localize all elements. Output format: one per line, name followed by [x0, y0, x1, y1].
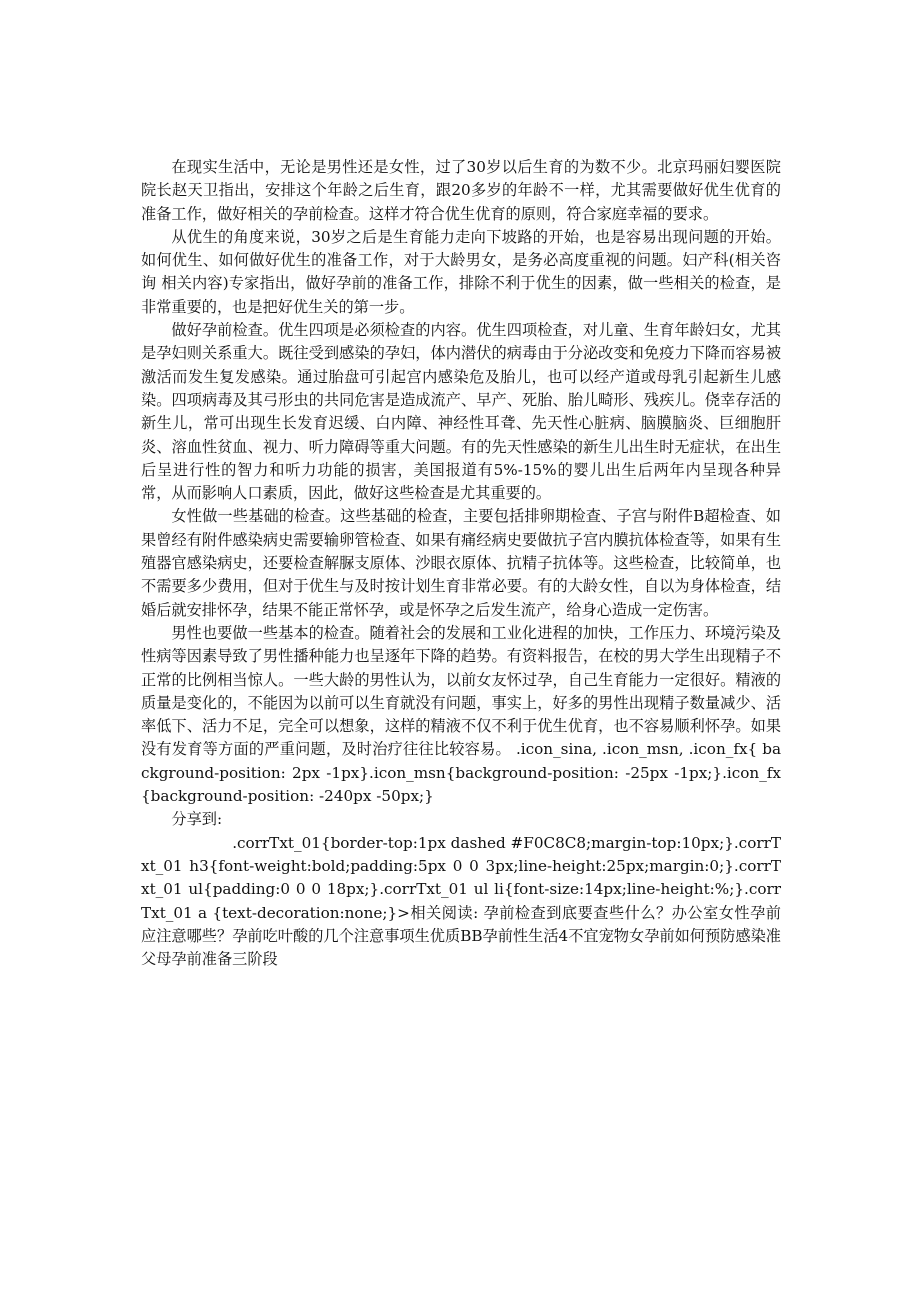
paragraph-age-30: 从优生的角度来说，30岁之后是生育能力走向下坡路的开始，也是容易出现问题的开始。如何优生、如何做好优生的准备工作，对于大龄男女，是务必高度重视的问题。妇产科(相关咨询 相关内容)专家指出，做好孕前的准备工作，排除不利于优生的因素，做一些相关的检查，是非常重要的，也是把好优生关的第一步。 — [141, 227, 781, 316]
related-reading-block: .corrTxt_01{border-top:1px dashed #F0C8C8;margin-top:10px;}.corrTxt_01 h3{font-weight:bold;padding:5px 0 0 3px;line-height:25px;margin:0;}.corrTxt_01 ul{padding:0 0 0 18px;}.corrTxt_01 ul li{font-size:14px;line-height:%;}.corrTxt_01 a {text-decoration:none;}>相关阅读: 孕前检查到底要查些什么？办公室女性孕前应注意哪些？孕前吃叶酸的几个注意事项生优质BB孕前性生活4不宜宠物女孕前如何预防感染准父母孕前准备三阶段 — [141, 833, 781, 969]
paragraph-female-check: 女性做一些基础的检查。这些基础的检查，主要包括排卵期检查、子宫与附件B超检查、如果曾经有附件感染病史需要输卵管检查、如果有痛经病史要做抗子宫内膜抗体检查等，如果有生殖器官感染病史，还要检查解脲支原体、沙眼衣原体、抗精子抗体等。这些检查，比较简单，也不需要多少费用，但对于优生与及时按计划生育非常必要。有的大龄女性，自以为身体检查，结婚后就安排怀孕，结果不能正常怀孕，或是怀孕之后发生流产，给身心造成一定伤害。 — [141, 507, 781, 619]
document-body — [141, 156, 781, 971]
paragraph-male-check: 男性也要做一些基本的检查。随着社会的发展和工业化进程的加快，工作压力、环境污染及性病等因素导致了男性播种能力也呈逐年下降的趋势。有资料报告，在校的男大学生出现精子不正常的比例相当惊人。一些大龄的男性认为，以前女友怀过孕，自己生育能力一定很好。精液的质量是变化的，不能因为以前可以生育就没有问题，事实上，好多的男性出现精子数量减少、活率低下、活力不足，完全可以想象，这样的精液不仅不利于优生优育，也不容易顺利怀孕。如果没有发育等方面的严重问题，及时治疗往往比较容易。 .icon_sina, .icon_msn, .icon_fx{ background-position: 2px -1px}.icon_msn{background-position: -25px -1px;}.icon_fx {background-position: -240px -50px;} — [141, 623, 781, 806]
paragraph-intro: 在现实生活中，无论是男性还是女性，过了30岁以后生育的为数不少。北京玛丽妇婴医院院长赵天卫指出，安排这个年龄之后生育，跟20多岁的年龄不一样，尤其需要做好优生优育的准备工作，做好相关的孕前检查。这样才符合优生优育的原则，符合家庭幸福的要求。 — [141, 158, 781, 223]
share-label: 分享到: — [171, 810, 223, 829]
paragraph-prenatal-check: 做好孕前检查。优生四项是必须检查的内容。优生四项检查，对儿童、生育年龄妇女，尤其是孕妇则关系重大。既往受到感染的孕妇，体内潜伏的病毒由于分泌改变和免疫力下降而容易被激活而发生复发感染。通过胎盘可引起宫内感染危及胎儿，也可以经产道或母乳引起新生儿感染。四项病毒及其弓形虫的共同危害是造成流产、早产、死胎、胎儿畸形、残疾儿。侥幸存活的新生儿，常可出现生长发育迟缓、白内障、神经性耳聋、先天性心脏病、脑膜脑炎、巨细胞肝炎、溶血性贫血、视力、听力障碍等重大问题。有的先天性感染的新生儿出生时无症状，在出生后呈进行性的智力和听力功能的损害，美国报道有5%-15%的婴儿出生后两年内呈现各种异常，从而影响人口素质，因此，做好这些检查是尤其重要的。 — [141, 321, 781, 503]
